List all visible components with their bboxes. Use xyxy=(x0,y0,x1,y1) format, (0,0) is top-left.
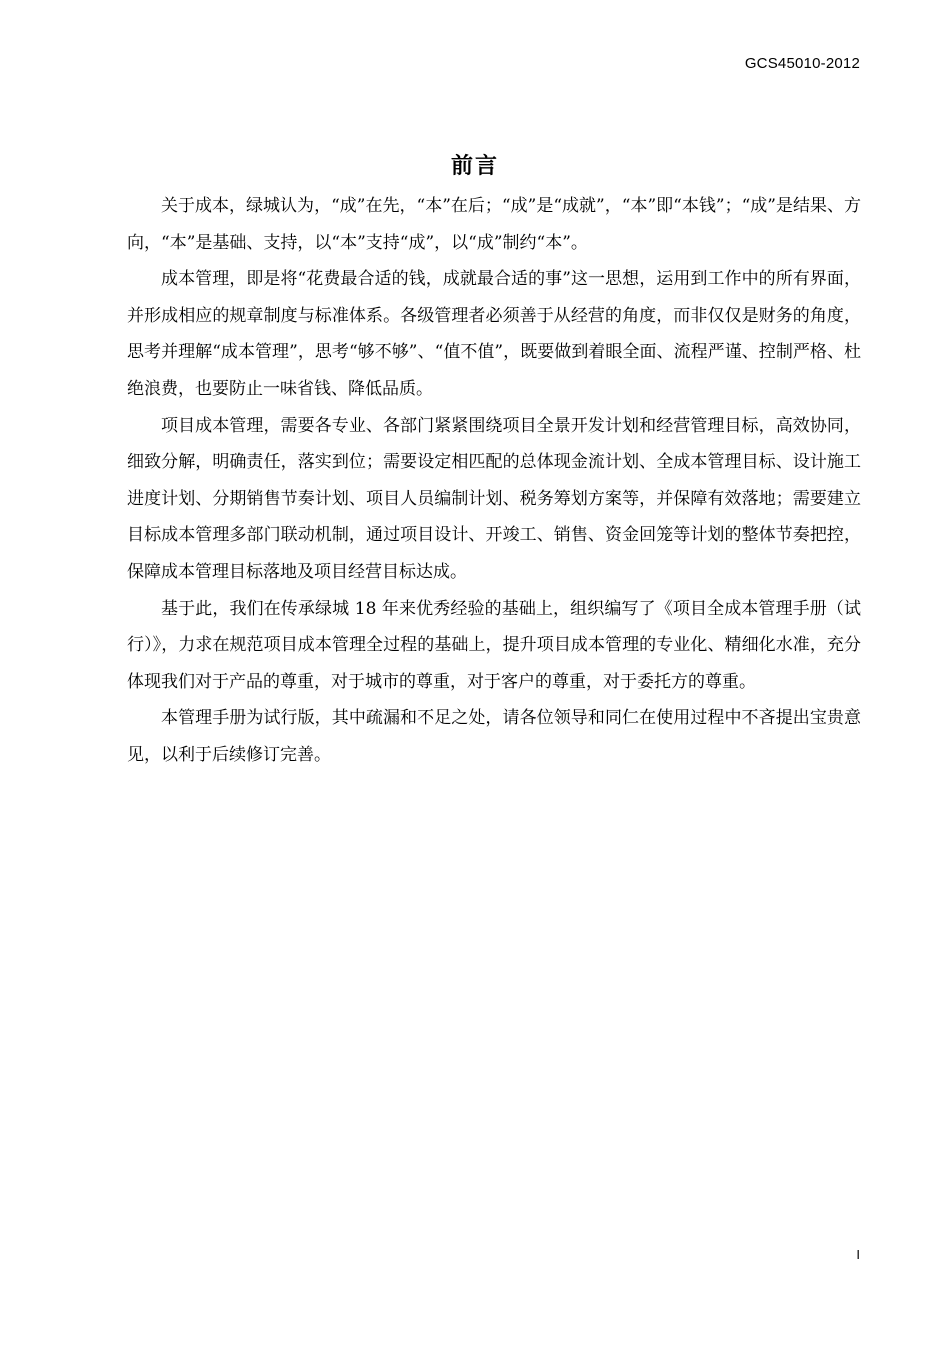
document-body xyxy=(127,188,861,774)
page-number: I xyxy=(856,1247,860,1262)
paragraph: 基于此，我们在传承绿城 18 年来优秀经验的基础上，组织编写了《项目全成本管理手册（试行）》，力求在规范项目成本管理全过程的基础上，提升项目成本管理的专业化、精细化水准，充分体现我们对于产品的尊重，对于城市的尊重，对于客户的尊重，对于委托方的尊重。 xyxy=(127,598,861,692)
page-title: 前言 xyxy=(450,153,499,179)
paragraph: 关于成本，绿城认为，“成”在先，“本”在后；“成”是“成就”，“本”即“本钱”；“成”是结果、方向，“本”是基础、支持，以“本”支持“成”，以“成”制约“本”。 xyxy=(127,196,861,253)
paragraph: 项目成本管理，需要各专业、各部门紧紧围绕项目全景开发计划和经营管理目标，高效协同，细致分解，明确责任，落实到位；需要设定相匹配的总体现金流计划、全成本管理目标、设计施工进度计划、分期销售节奏计划、项目人员编制计划、税务筹划方案等，并保障有效落地；需要建立目标成本管理多部门联动机制，通过项目设计、开竣工、销售、资金回笼等计划的整体节奏把控，保障成本管理目标落地及项目经营目标达成。 xyxy=(127,415,861,582)
paragraph: 成本管理，即是将“花费最合适的钱，成就最合适的事”这一思想，运用到工作中的所有界面，并形成相应的规章制度与标准体系。各级管理者必须善于从经营的角度，而非仅仅是财务的角度，思考并理解“成本管理”，思考“够不够”、“值不值”，既要做到着眼全面、流程严谨、控制严格、杜绝浪费，也要防止一味省钱、降低品质。 xyxy=(127,269,861,399)
document-code: GCS45010-2012 xyxy=(744,55,860,72)
paragraph: 本管理手册为试行版，其中疏漏和不足之处，请各位领导和同仁在使用过程中不吝提出宝贵意见，以利于后续修订完善。 xyxy=(127,708,861,765)
